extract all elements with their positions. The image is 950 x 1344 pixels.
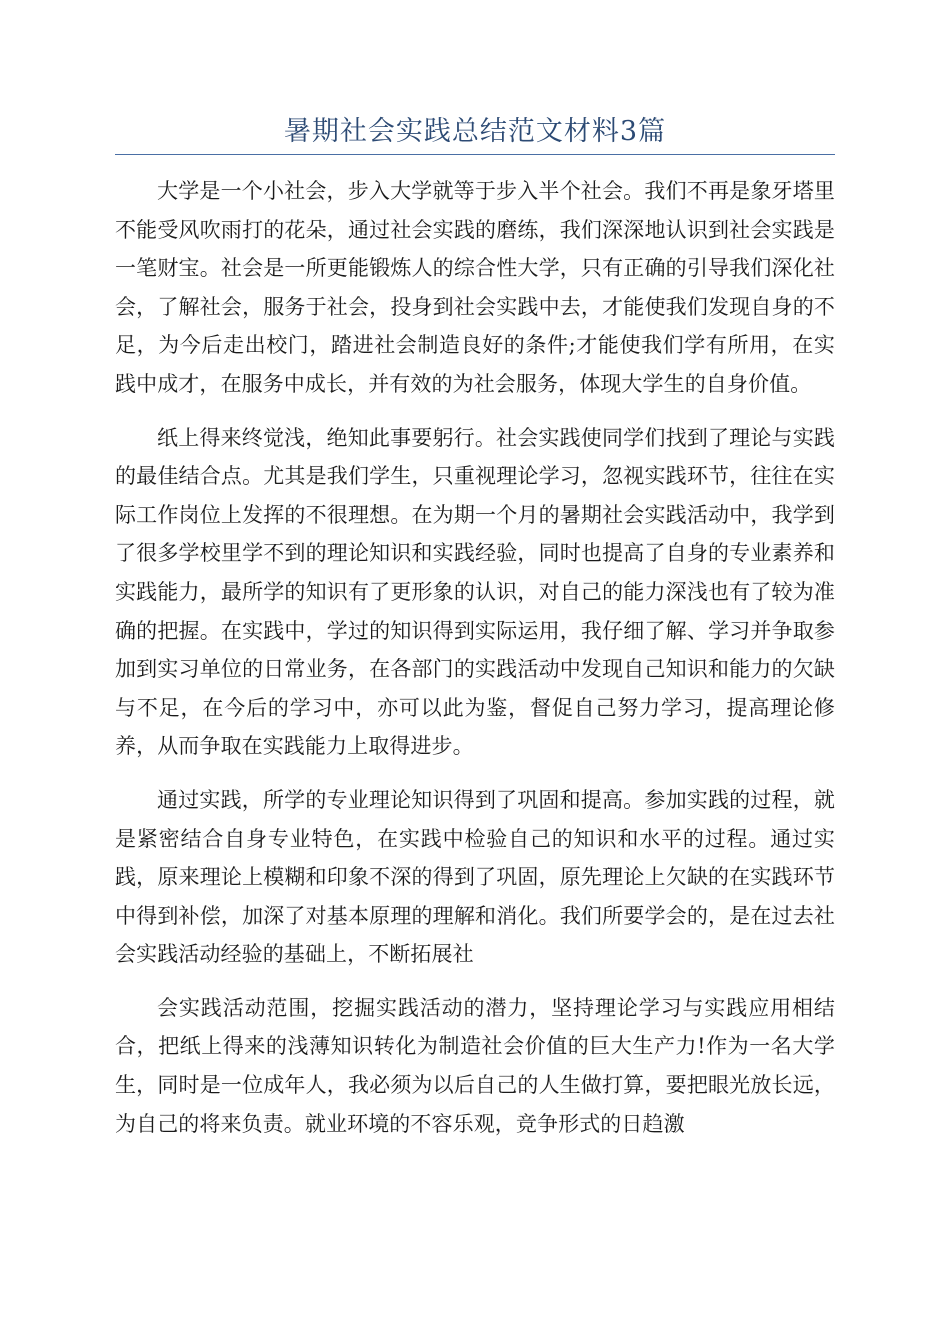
paragraph-3: 通过实践，所学的专业理论知识得到了巩固和提高。参加实践的过程，就是紧密结合自身专业特色，在实践中检验自己的知识和水平的过程。通过实践，原来理论上模糊和印象不深的得到了巩固，原先理论上欠缺的在实践环节中得到补偿，加深了对基本原理的理解和消化。我们所要学会的，是在过去社会实践活动经验的基础上，不断拓展社 <box>115 787 835 967</box>
document-title: 暑期社会实践总结范文材料3篇 <box>283 116 667 147</box>
paragraph-4: 会实践活动范围，挖掘实践活动的潜力，坚持理论学习与实践应用相结合，把纸上得来的浅薄知识转化为制造社会价值的巨大生产力!作为一名大学生，同时是一位成年人，我必须为以后自己的人生做打算，要把眼光放长远，为自己的将来负责。就业环境的不容乐观，竞争形式的日趋激 <box>115 995 835 1136</box>
paragraph-1: 大学是一个小社会，步入大学就等于步入半个社会。我们不再是象牙塔里不能受风吹雨打的花朵，通过社会实践的磨练，我们深深地认识到社会实践是一笔财宝。社会是一所更能锻炼人的综合性大学，只有正确的引导我们深化社会，了解社会，服务于社会，投身到社会实践中去，才能使我们发现自身的不足，为今后走出校门，踏进社会制造良好的条件;才能使我们学有所用，在实践中成才，在服务中成长，并有效的为社会服务，体现大学生的自身价值。 <box>115 179 835 396</box>
paragraph-2: 纸上得来终觉浅，绝知此事要躬行。社会实践使同学们找到了理论与实践的最佳结合点。尤其是我们学生，只重视理论学习，忽视实践环节，往往在实际工作岗位上发挥的不很理想。在为期一个月的暑期社会实践活动中，我学到了很多学校里学不到的理论知识和实践经验，同时也提高了自身的专业素养和实践能力，最所学的知识有了更形象的认识，对自己的能力深浅也有了较为准确的把握。在实践中，学过的知识得到实际运用，我仔细了解、学习并争取参加到实习单位的日常业务，在各部门的实践活动中发现自己知识和能力的欠缺与不足，在今后的学习中，亦可以此为鉴，督促自己努力学习，提高理论修养，从而争取在实践能力上取得进步。 <box>115 425 835 759</box>
title-underline <box>115 154 835 155</box>
document-body <box>115 172 835 1158</box>
